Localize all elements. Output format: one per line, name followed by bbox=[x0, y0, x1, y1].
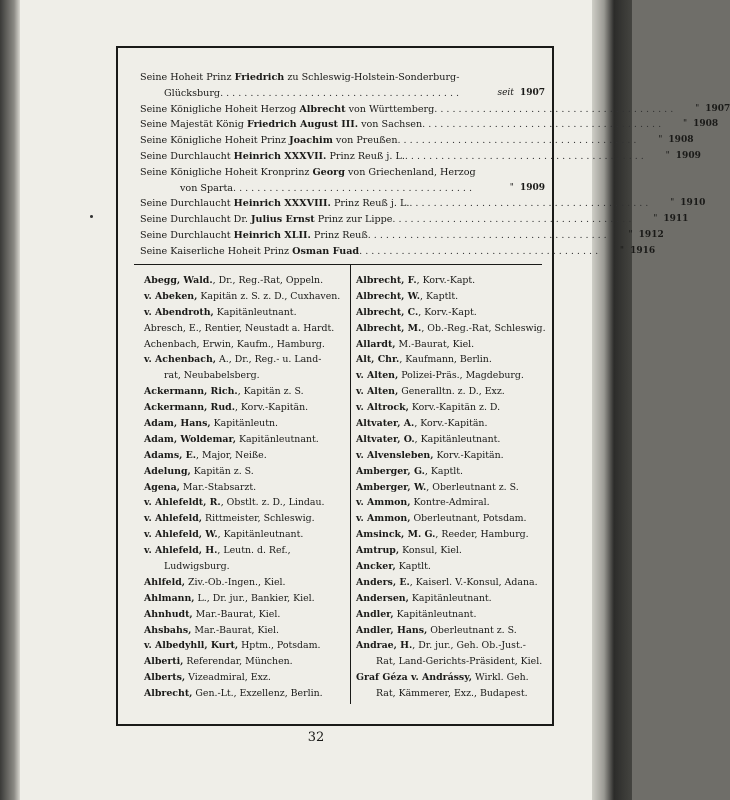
royal-title: Seine Kaiserliche Hoheit Prinz bbox=[140, 245, 293, 257]
member-name: v. Alten, bbox=[356, 386, 399, 398]
member-entry bbox=[356, 352, 548, 368]
member-name: Ahsbahs, bbox=[144, 624, 192, 636]
royal-heinrich-41 bbox=[140, 228, 664, 244]
member-details: Konsul, Kiel. bbox=[399, 545, 462, 557]
year-value: 1912 bbox=[638, 229, 664, 240]
year-marker: " bbox=[665, 150, 670, 161]
member-name: Adam, Woldemar, bbox=[144, 433, 236, 445]
member-name: v. Ahlefeld, bbox=[144, 513, 203, 525]
member-name: Ahlfeld, bbox=[144, 576, 186, 588]
member-entry bbox=[356, 607, 548, 623]
member-entry bbox=[144, 273, 346, 289]
member-entry bbox=[356, 400, 548, 416]
royal-title-suffix: von Preußen bbox=[332, 135, 398, 147]
member-details: Kapitänleutnant. bbox=[213, 306, 297, 318]
royal-heinrich-37 bbox=[140, 149, 701, 165]
member-entry bbox=[356, 495, 548, 511]
member-name: v. Altrock, bbox=[356, 402, 409, 414]
member-entry bbox=[144, 337, 346, 353]
member-details: Kapitänleutnant. bbox=[408, 592, 492, 604]
royal-name: Joachim bbox=[289, 135, 333, 147]
leader-dots: ........................................ bbox=[359, 245, 602, 257]
member-name: v. Ammon, bbox=[356, 497, 411, 509]
member-name: Ancker, bbox=[356, 561, 396, 573]
royal-heinrich-38 bbox=[140, 196, 706, 212]
member-name: Amtrup, bbox=[356, 545, 400, 557]
member-entry-continuation bbox=[356, 686, 548, 702]
member-details: Korv.-Kapitän z. D. bbox=[408, 402, 501, 414]
member-details: , Kapitänleutnant. bbox=[217, 529, 304, 541]
year-value: 1908 bbox=[693, 119, 719, 130]
page-number: 32 bbox=[307, 730, 325, 745]
member-details: Kapitänleutnant. bbox=[235, 433, 319, 445]
member-entry bbox=[356, 432, 548, 448]
member-details: Polizei-Präs., Magdeburg. bbox=[398, 370, 524, 382]
member-name: Albrecht, F. bbox=[356, 275, 417, 286]
member-entry bbox=[144, 448, 346, 464]
leader-dots: ........................................ bbox=[404, 150, 647, 162]
member-details: Achenbach, Erwin, Kaufm., Hamburg. bbox=[144, 338, 325, 350]
royal-text bbox=[140, 196, 409, 212]
member-entry-continuation bbox=[356, 654, 548, 670]
member-details: Oberleutnant, Potsdam. bbox=[410, 513, 527, 525]
member-name: v. Ahlefeld, W. bbox=[144, 529, 218, 541]
member-details: , Korv.-Kapt. bbox=[418, 306, 477, 318]
member-details: , Leutn. d. Ref., bbox=[217, 545, 291, 557]
member-entry bbox=[144, 575, 346, 591]
year-marker: " bbox=[628, 229, 633, 240]
member-entry bbox=[144, 527, 346, 543]
year-value: 1911 bbox=[663, 214, 689, 225]
royal-name: Friedrich bbox=[234, 72, 285, 83]
member-entry bbox=[144, 511, 346, 527]
member-name: Amberger, W. bbox=[356, 481, 427, 493]
year-marker: " bbox=[670, 198, 675, 209]
royal-julius-ernst bbox=[140, 212, 689, 228]
membership-year bbox=[647, 149, 701, 165]
royal-title: von Sparta bbox=[180, 182, 234, 194]
member-name: Amsinck, M. G. bbox=[356, 529, 436, 541]
margin-mark bbox=[90, 215, 93, 218]
member-details: , Korv.-Kapt. bbox=[416, 275, 476, 286]
member-details: , Dr., Reg.-Rat, Oppeln. bbox=[212, 275, 324, 286]
member-details: Vizeadmiral, Exz. bbox=[185, 672, 271, 684]
royal-friedrich-sh bbox=[140, 70, 545, 86]
royal-albrecht-wuerttemberg bbox=[140, 102, 730, 118]
member-details: Wirkl. Geh. bbox=[472, 672, 529, 684]
member-name: v. Ahlefeldt, R. bbox=[144, 497, 221, 509]
leader-dots: ........................................ bbox=[434, 103, 677, 115]
member-entry bbox=[144, 654, 346, 670]
royal-name: Heinrich XLII. bbox=[233, 229, 311, 241]
member-details: Rat, Land-Gerichts-Präsident, Kiel. bbox=[376, 656, 543, 668]
member-details: Mar.-Stabsarzt. bbox=[179, 481, 257, 493]
member-entry bbox=[356, 511, 548, 527]
member-details: Mar.-Baurat, Kiel. bbox=[192, 608, 281, 620]
member-name: v. Ahlefeld, H. bbox=[144, 545, 218, 557]
membership-year bbox=[491, 181, 545, 197]
member-details: , Dr. jur., Geh. Ob.-Just.- bbox=[412, 640, 526, 652]
member-details: Rittmeister, Schleswig. bbox=[202, 513, 315, 525]
member-entry bbox=[144, 289, 346, 305]
member-entry bbox=[144, 670, 346, 686]
royal-text bbox=[180, 181, 233, 197]
section-divider bbox=[134, 264, 542, 265]
member-details: , Reeder, Hamburg. bbox=[435, 529, 529, 541]
member-details: , Ob.-Reg.-Rat, Schleswig. bbox=[421, 322, 546, 334]
year-value: 1907 bbox=[705, 103, 730, 114]
year-marker: " bbox=[682, 119, 688, 130]
royal-text bbox=[140, 165, 476, 181]
royal-title: Seine Hoheit Prinz bbox=[140, 72, 235, 83]
leader-dots: ........................................ bbox=[392, 214, 635, 226]
column-divider bbox=[350, 264, 351, 704]
member-entry bbox=[144, 400, 346, 416]
member-name: Ackermann, Rich. bbox=[144, 386, 238, 398]
royal-friedrich-sh-line-2 bbox=[140, 86, 545, 102]
member-details: Kaptlt. bbox=[395, 561, 431, 573]
member-name: Albrecht, C. bbox=[356, 306, 419, 318]
royal-friedrich-august bbox=[140, 117, 719, 133]
royal-title-suffix: von Württemberg bbox=[345, 103, 435, 115]
member-name: Andersen, bbox=[356, 592, 409, 604]
member-details: Ziv.-Ob.-Ingen., Kiel. bbox=[185, 576, 286, 588]
member-details: , Kaptlt. bbox=[424, 465, 463, 477]
royal-title-suffix: Prinz Reuß j. L. bbox=[326, 150, 405, 162]
royal-text bbox=[140, 133, 398, 149]
royal-text bbox=[140, 102, 434, 118]
member-entry bbox=[356, 448, 548, 464]
royal-text bbox=[140, 228, 368, 244]
member-entry bbox=[356, 273, 548, 289]
leader-dots: ........................................ bbox=[409, 198, 652, 210]
honorary-members-list bbox=[140, 70, 730, 260]
member-details: Kapitänleutn. bbox=[210, 418, 278, 430]
leader-dots: ........................................ bbox=[367, 229, 610, 241]
royal-title: Seine Durchlaucht Dr. bbox=[140, 214, 251, 226]
year-marker: " bbox=[619, 245, 625, 256]
member-name: v. Achenbach, bbox=[144, 354, 217, 366]
member-entry bbox=[144, 543, 346, 559]
member-details: , Kaiserl. V.-Konsul, Adana. bbox=[409, 576, 538, 588]
member-details: Ludwigsburg. bbox=[164, 561, 230, 573]
year-marker: " bbox=[509, 182, 514, 193]
leader-dots: ........................................ bbox=[422, 119, 665, 131]
member-entry bbox=[144, 686, 346, 702]
member-details: Mar.-Baurat, Kiel. bbox=[191, 624, 279, 636]
royal-title-suffix: Prinz Reuß j. L. bbox=[330, 198, 410, 210]
member-name: Andler, bbox=[356, 608, 394, 620]
royal-name: Osman Fuad bbox=[292, 245, 360, 257]
member-name: Albrecht, M. bbox=[356, 322, 422, 334]
member-name: v. Abeken, bbox=[144, 290, 198, 302]
royal-title: Seine Königliche Hoheit Prinz bbox=[140, 135, 290, 147]
membership-year bbox=[634, 212, 688, 228]
royal-title-suffix: zu Schleswig-Holstein-Sonderburg- bbox=[284, 72, 460, 83]
year-marker: " bbox=[658, 135, 663, 146]
member-details: , Major, Neiße. bbox=[196, 449, 267, 461]
member-entry bbox=[144, 623, 346, 639]
year-value: 1907 bbox=[519, 87, 545, 98]
member-details: Generalltn. z. D., Exz. bbox=[398, 386, 505, 398]
year-value: 1908 bbox=[668, 135, 694, 146]
royal-name: Heinrich XXXVII. bbox=[233, 150, 327, 162]
leader-dots: ........................................ bbox=[220, 87, 463, 99]
member-name: Andler, Hans, bbox=[356, 624, 428, 636]
royal-georg-line-2 bbox=[140, 181, 545, 197]
member-details: Hptm., Potsdam. bbox=[238, 640, 321, 652]
year-value: 1909 bbox=[519, 182, 545, 193]
member-entry bbox=[356, 416, 548, 432]
member-entry bbox=[356, 623, 548, 639]
membership-year bbox=[491, 86, 545, 102]
membership-year bbox=[601, 244, 655, 260]
member-name: Adelung, bbox=[144, 465, 191, 477]
member-details: , Kaptlt. bbox=[420, 290, 459, 302]
member-name: Ahlmann, bbox=[144, 592, 195, 604]
royal-georg bbox=[140, 165, 545, 181]
member-name: Andrae, H. bbox=[356, 640, 413, 652]
member-entry bbox=[356, 638, 548, 654]
member-entry bbox=[356, 575, 548, 591]
royal-title-suffix: von Sachsen bbox=[358, 119, 423, 131]
member-entry bbox=[144, 638, 346, 654]
member-details: Oberleutnant z. S. bbox=[427, 624, 517, 636]
member-details: Kontre-Admiral. bbox=[410, 497, 490, 509]
member-entry bbox=[144, 305, 346, 321]
royal-name: Julius Ernst bbox=[250, 214, 315, 226]
member-details: , Obstlt. z. D., Lindau. bbox=[220, 497, 325, 509]
royal-title: Glücksburg bbox=[164, 87, 221, 99]
member-name: Anders, E. bbox=[356, 576, 410, 588]
royal-title-suffix: Prinz zur Lippe bbox=[314, 214, 393, 226]
member-name: Amberger, G. bbox=[356, 465, 425, 477]
member-entry bbox=[144, 352, 346, 368]
royal-name: Friedrich August III. bbox=[246, 119, 359, 131]
member-entry bbox=[356, 670, 548, 686]
royal-title: Seine Durchlaucht bbox=[140, 198, 234, 210]
member-details: Rat, Kämmerer, Exz., Budapest. bbox=[376, 688, 528, 700]
member-name: Alberts, bbox=[144, 672, 186, 684]
member-name: Alt, Chr. bbox=[356, 354, 400, 366]
member-entry bbox=[356, 289, 548, 305]
member-name: Alberti, bbox=[144, 656, 184, 668]
member-name: Albrecht, bbox=[144, 688, 193, 700]
member-name: v. Ammon, bbox=[356, 513, 411, 525]
member-details: Gen.-Lt., Exzellenz, Berlin. bbox=[192, 688, 323, 700]
member-details: Korv.-Kapitän. bbox=[433, 449, 504, 461]
member-list-right-column bbox=[356, 273, 548, 702]
member-details: Kapitän z. S. bbox=[190, 465, 254, 477]
member-entry bbox=[356, 559, 548, 575]
member-entry bbox=[144, 416, 346, 432]
membership-year bbox=[610, 228, 664, 244]
member-entry bbox=[144, 464, 346, 480]
member-details: Abresch, E., Rentier, Neustadt a. Hardt. bbox=[144, 322, 335, 334]
member-details: Kapitän z. S. z. D., Cuxhaven. bbox=[197, 290, 341, 302]
member-details: , Kapitän z. S. bbox=[237, 386, 304, 398]
member-details: , Kaufmann, Berlin. bbox=[399, 354, 492, 366]
member-list-left-column bbox=[144, 273, 346, 702]
royal-name: Georg bbox=[312, 166, 345, 178]
member-entry bbox=[144, 321, 346, 337]
year-marker: " bbox=[695, 103, 700, 114]
member-name: Allardt, bbox=[356, 338, 396, 350]
member-entry bbox=[144, 607, 346, 623]
member-entry bbox=[356, 464, 548, 480]
member-name: Adams, E. bbox=[144, 449, 197, 461]
royal-title: Seine Durchlaucht bbox=[140, 229, 234, 241]
member-details: L., Dr. jur., Bankier, Kiel. bbox=[194, 592, 315, 604]
royal-title: Seine Königliche Hoheit Kronprinz bbox=[140, 166, 313, 178]
royal-title: Seine Königliche Hoheit Herzog bbox=[140, 103, 300, 115]
member-name: Altvater, A. bbox=[356, 418, 415, 430]
member-entry bbox=[144, 480, 346, 496]
leader-dots: ........................................ bbox=[233, 182, 476, 194]
member-details: , Oberleutnant z. S. bbox=[426, 481, 519, 493]
member-details: A., Dr., Reg.- u. Land- bbox=[216, 354, 322, 366]
member-entry bbox=[356, 368, 548, 384]
year-value: 1916 bbox=[630, 245, 656, 256]
royal-title: Seine Majestät König bbox=[140, 119, 247, 131]
royal-text bbox=[140, 70, 459, 86]
year-marker: seit bbox=[497, 87, 514, 98]
member-name: Ahnhudt, bbox=[144, 608, 193, 620]
royal-text bbox=[140, 117, 422, 133]
royal-text bbox=[140, 244, 359, 260]
membership-year bbox=[664, 117, 718, 133]
royal-title-suffix: von Griechenland, Herzog bbox=[344, 166, 476, 178]
year-value: 1909 bbox=[675, 150, 701, 161]
member-entry bbox=[144, 591, 346, 607]
member-name: Agena, bbox=[144, 481, 180, 493]
member-name: v. Alvensleben, bbox=[356, 449, 434, 461]
member-name: Adam, Hans, bbox=[144, 418, 211, 430]
royal-text bbox=[140, 149, 405, 165]
member-details: Referendar, München. bbox=[183, 656, 293, 668]
member-entry-continuation bbox=[144, 559, 346, 575]
membership-year bbox=[651, 196, 705, 212]
member-details: rat, Neubabelsberg. bbox=[164, 370, 260, 382]
royal-text bbox=[164, 86, 220, 102]
member-name: Albrecht, W. bbox=[356, 290, 421, 302]
member-details: Kapitänleutnant. bbox=[393, 608, 477, 620]
member-name: Altvater, O. bbox=[356, 433, 415, 445]
royal-name: Heinrich XXXVIII. bbox=[233, 198, 331, 210]
member-details: M.-Baurat, Kiel. bbox=[395, 338, 475, 350]
royal-title: Seine Durchlaucht bbox=[140, 150, 234, 162]
member-entry bbox=[356, 527, 548, 543]
member-details: , Kapitänleutnant. bbox=[414, 433, 501, 445]
royal-osman-fuad bbox=[140, 244, 656, 260]
member-entry bbox=[144, 495, 346, 511]
member-entry bbox=[356, 591, 548, 607]
member-entry bbox=[356, 337, 548, 353]
royal-text bbox=[140, 212, 392, 228]
member-name: Ackermann, Rud. bbox=[144, 402, 235, 414]
member-entry bbox=[356, 543, 548, 559]
year-value: 1910 bbox=[680, 198, 706, 209]
book-gutter-shadow bbox=[0, 0, 20, 800]
member-details: , Korv.-Kapitän. bbox=[414, 418, 488, 430]
member-name: Graf Géza v. Andrássy, bbox=[356, 672, 473, 684]
member-entry bbox=[356, 480, 548, 496]
member-entry bbox=[144, 432, 346, 448]
membership-year bbox=[639, 133, 693, 149]
year-marker: " bbox=[653, 214, 658, 225]
royal-title-suffix: Prinz Reuß bbox=[310, 229, 368, 241]
member-entry bbox=[356, 305, 548, 321]
member-name: v. Albedyhll, Kurt, bbox=[144, 640, 239, 652]
member-name: v. Alten, bbox=[356, 370, 399, 382]
member-entry bbox=[356, 321, 548, 337]
membership-year bbox=[676, 102, 730, 118]
royal-joachim bbox=[140, 133, 694, 149]
member-entry bbox=[356, 384, 548, 400]
member-name: Abegg, Wald. bbox=[144, 275, 213, 286]
member-details: , Korv.-Kapitän. bbox=[234, 402, 309, 414]
member-entry-continuation bbox=[144, 368, 346, 384]
royal-name: Albrecht bbox=[299, 103, 346, 115]
member-entry bbox=[144, 384, 346, 400]
leader-dots: ........................................ bbox=[397, 135, 640, 147]
member-name: v. Abendroth, bbox=[144, 306, 214, 318]
